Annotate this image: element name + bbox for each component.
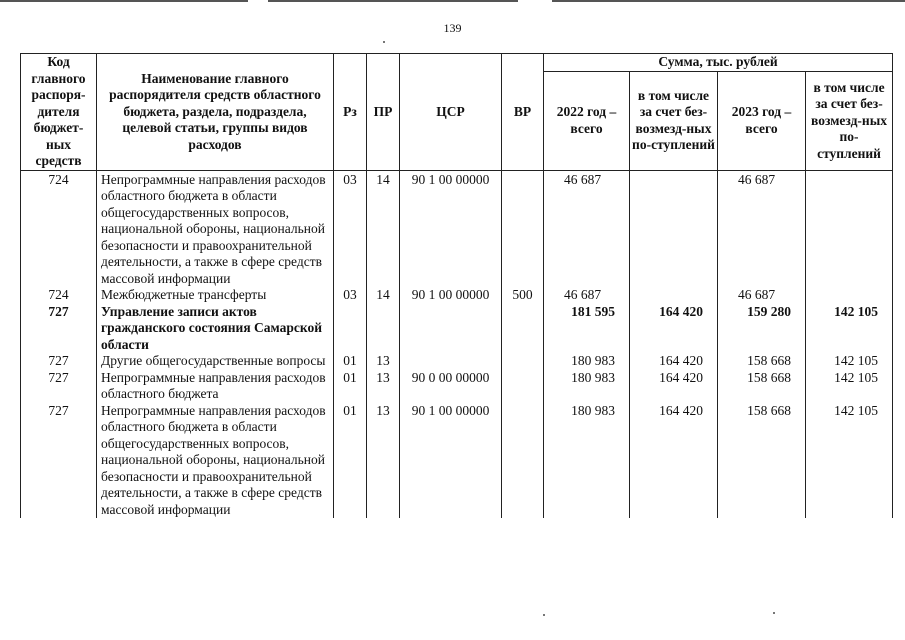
cell-pr: 14	[367, 287, 400, 304]
cell-2022-total: 180 983	[544, 370, 630, 403]
cell-2023-total: 158 668	[718, 403, 806, 519]
table-row	[21, 353, 893, 370]
cell-name: Непрограммные направления расходов областного бюджета в области общегосударственных вопросов, национальной обороны, национальной безопасности и правоохранительной деятельности, а также в сфере средств массовой информации	[97, 403, 334, 519]
cell-csr: 90 1 00 00000	[400, 403, 502, 519]
header-vr: ВР	[502, 54, 544, 171]
header-sum-group: Сумма, тыс. рублей	[544, 54, 893, 72]
cell-2023-total: 46 687	[718, 170, 806, 287]
cell-code: 724	[21, 287, 97, 304]
cell-name: Межбюджетные трансферты	[97, 287, 334, 304]
cell-code: 727	[21, 370, 97, 403]
cell-name: Непрограммные направления расходов областного бюджета в области общегосударственных вопросов, национальной обороны, национальной безопасности и правоохранительной деятельности, а также в сфере средств массовой информации	[97, 170, 334, 287]
cell-rz: 01	[334, 353, 367, 370]
scan-speck	[383, 41, 385, 43]
cell-csr: 90 0 00 00000	[400, 370, 502, 403]
cell-2022-free: 164 420	[630, 353, 718, 370]
scan-edge-line	[0, 0, 248, 2]
cell-2022-total: 181 595	[544, 304, 630, 354]
header-2022-total: 2022 год – всего	[544, 72, 630, 171]
cell-pr: 14	[367, 170, 400, 287]
cell-vr	[502, 403, 544, 519]
header-code: Код главного распоря-дителя бюджет-ных средств	[21, 54, 97, 171]
header-2023-free: в том числе за счет без-возмезд-ных по-ступлений	[806, 72, 893, 171]
cell-code: 724	[21, 170, 97, 287]
cell-csr	[400, 353, 502, 370]
cell-csr: 90 1 00 00000	[400, 287, 502, 304]
header-rz: Рз	[334, 54, 367, 171]
cell-2023-total: 158 668	[718, 353, 806, 370]
cell-rz: 01	[334, 403, 367, 519]
cell-2023-total: 158 668	[718, 370, 806, 403]
cell-2023-free: 142 105	[806, 370, 893, 403]
cell-name: Управление записи актов гражданского состояния Самарской области	[97, 304, 334, 354]
cell-vr	[502, 370, 544, 403]
cell-2023-total: 159 280	[718, 304, 806, 354]
cell-csr	[400, 304, 502, 354]
cell-2023-free	[806, 170, 893, 287]
scan-speck	[543, 614, 545, 616]
table-row	[21, 403, 893, 519]
cell-2022-total: 180 983	[544, 403, 630, 519]
cell-name: Другие общегосударственные вопросы	[97, 353, 334, 370]
cell-rz: 03	[334, 287, 367, 304]
cell-vr	[502, 170, 544, 287]
cell-code: 727	[21, 403, 97, 519]
cell-2022-total: 46 687	[544, 287, 630, 304]
table-row-agency-total	[21, 304, 893, 354]
cell-rz: 03	[334, 170, 367, 287]
cell-vr: 500	[502, 287, 544, 304]
cell-name: Непрограммные направления расходов областного бюджета	[97, 370, 334, 403]
cell-pr	[367, 304, 400, 354]
cell-vr	[502, 353, 544, 370]
table-row	[21, 170, 893, 287]
budget-table	[20, 53, 893, 518]
cell-vr	[502, 304, 544, 354]
cell-2022-free: 164 420	[630, 403, 718, 519]
cell-2023-free: 142 105	[806, 353, 893, 370]
header-2023-total: 2023 год – всего	[718, 72, 806, 171]
header-csr: ЦСР	[400, 54, 502, 171]
cell-2022-free	[630, 287, 718, 304]
cell-2022-free	[630, 170, 718, 287]
cell-2022-free: 164 420	[630, 370, 718, 403]
cell-code: 727	[21, 304, 97, 354]
cell-2022-free: 164 420	[630, 304, 718, 354]
header-2022-free: в том числе за счет без-возмезд-ных по-ступлений	[630, 72, 718, 171]
cell-pr: 13	[367, 353, 400, 370]
cell-rz	[334, 304, 367, 354]
scan-speck	[773, 612, 775, 614]
cell-csr: 90 1 00 00000	[400, 170, 502, 287]
header-name: Наименование главного распорядителя средств областного бюджета, раздела, подраздела, целевой статьи, группы видов расходов	[97, 54, 334, 171]
cell-rz: 01	[334, 370, 367, 403]
scan-edge-line	[268, 0, 518, 2]
cell-2023-free	[806, 287, 893, 304]
header-pr: ПР	[367, 54, 400, 171]
cell-2022-total: 180 983	[544, 353, 630, 370]
cell-2023-total: 46 687	[718, 287, 806, 304]
cell-2023-free: 142 105	[806, 304, 893, 354]
scan-edge-line	[552, 0, 905, 2]
cell-pr: 13	[367, 403, 400, 519]
table-row	[21, 370, 893, 403]
table-row	[21, 287, 893, 304]
page-number: 139	[443, 21, 462, 35]
cell-2023-free: 142 105	[806, 403, 893, 519]
cell-code: 727	[21, 353, 97, 370]
cell-2022-total: 46 687	[544, 170, 630, 287]
cell-pr: 13	[367, 370, 400, 403]
